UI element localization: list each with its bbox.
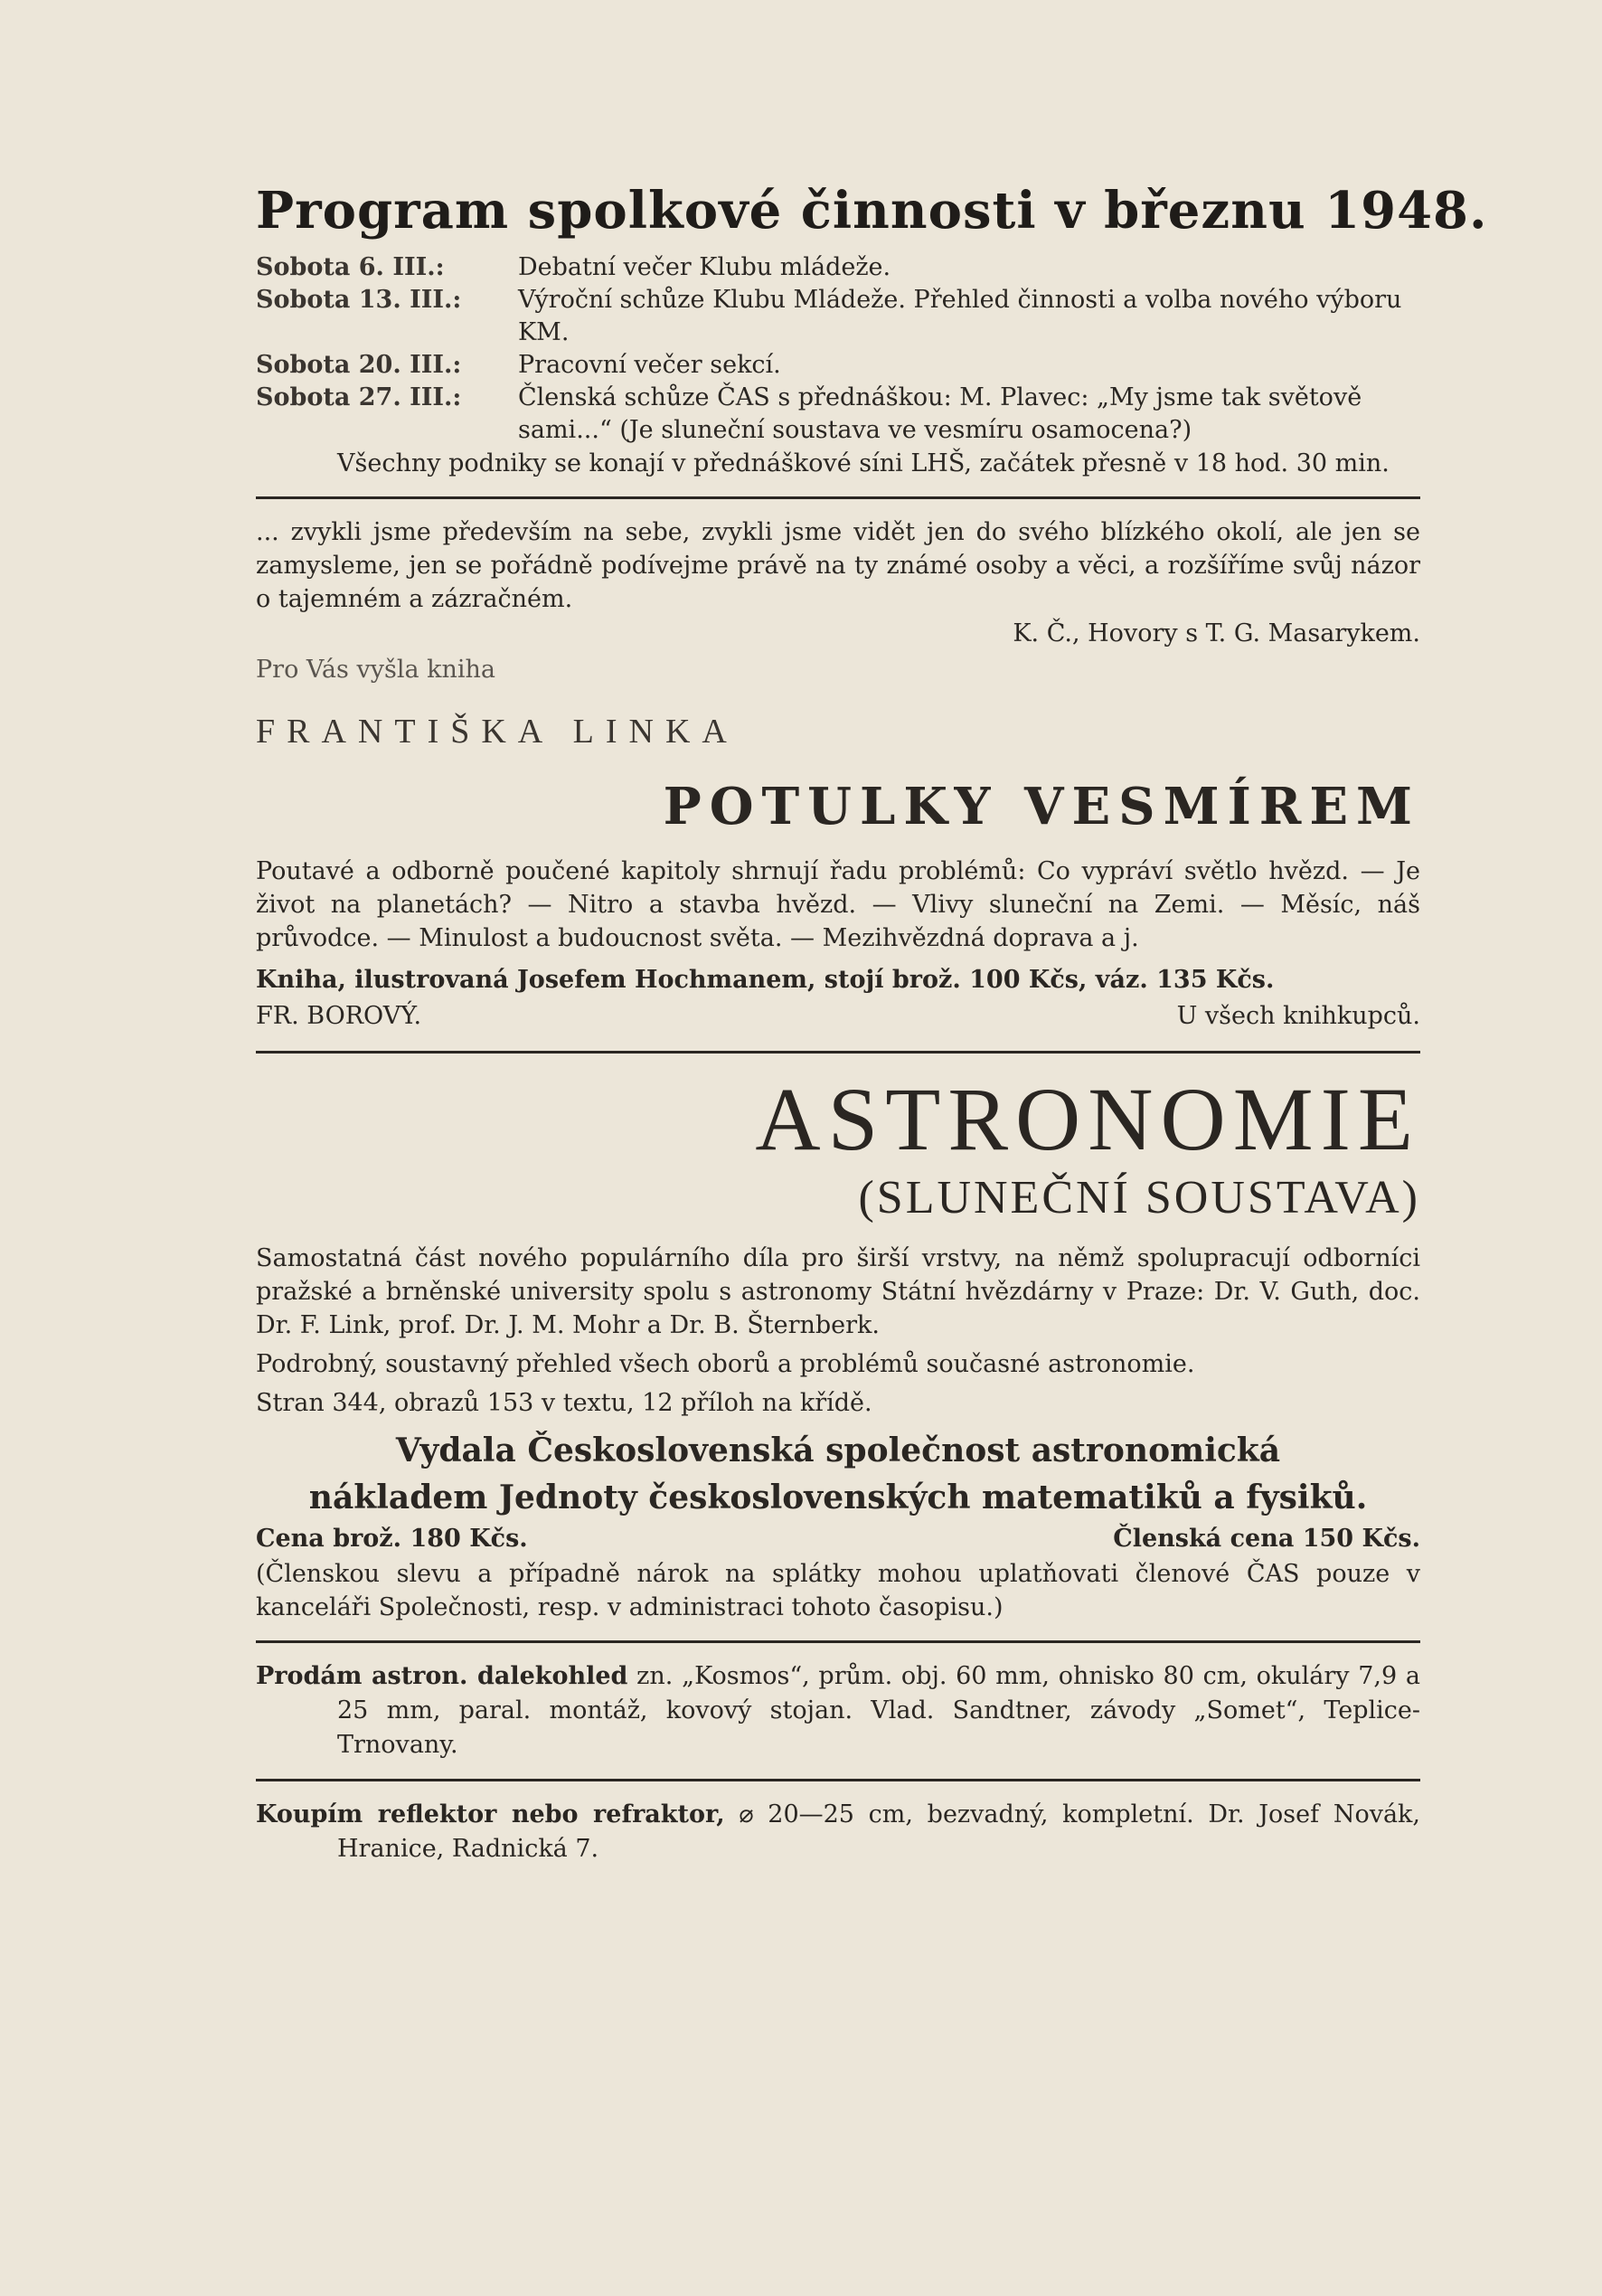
astronomy-pages: Stran 344, obrazů 153 v textu, 12 příloh na křídě. (256, 1389, 872, 1417)
schedule-text: Pracovní večer sekcí. (518, 351, 781, 379)
book-description: Poutavé a odborně poučené kapitoly shrnují řadu problémů: Co vypráví světlo hvězd. — Je život na planetách? — Nitro a stavba hvězd. — Vlivy sluneční na Zemi. — Měsíc, náš průvodce. — Minulost a budoucnost světa. — Mezihvězdná doprava a j. (256, 857, 1420, 952)
ad-lead: Prodám astron. dalekohled (256, 1662, 628, 1690)
ad-text: ⌀ 20—25 cm, bezvadný, kompletní. Dr. Josef Novák, Hranice, Radnická 7. (337, 1800, 1420, 1863)
program-title: Program spolkové činnosti v březnu 1948. (256, 181, 1488, 241)
schedule-item (256, 382, 1420, 447)
program-schedule (256, 251, 1420, 447)
schedule-text: Členská schůze ČAS s přednáškou: M. Plavec: „My jsme tak světově sami...“ (Je sluneční soustava ve vesmíru osamocena?) (518, 383, 1362, 444)
astronomy-note: (Členskou slevu a případně nárok na splátky mohou uplatňovati členové ČAS pouze v kanceláři Společnosti, resp. v administraci tohoto časopisu.) (256, 1560, 1420, 1621)
astronomy-prices (256, 1521, 1420, 1557)
schedule-date: Sobota 13. III.: (256, 286, 462, 314)
schedule-text: Výroční schůze Klubu Mládeže. Přehled činnosti a volba nového výboru KM. (518, 286, 1402, 346)
ad-reflector-wanted (256, 1798, 1420, 1866)
book-author: FRANTIŠKA LINKA (256, 713, 739, 751)
book-availability: U všech knihkupců. (1176, 1002, 1420, 1030)
schedule-item (256, 284, 1420, 349)
astronomy-overview: Podrobný, soustavný přehled všech oborů a problémů současné astronomie. (256, 1350, 1195, 1378)
book-price: Kniha, ilustrovaná Josefem Hochmanem, stojí brož. 100 Kčs, váz. 135 Kčs. (256, 966, 1275, 994)
schedule-date: Sobota 27. III.: (256, 383, 462, 411)
book-intro: Pro Vás vyšla kniha (256, 656, 496, 684)
divider (256, 1779, 1420, 1781)
schedule-text: Debatní večer Klubu mládeže. (518, 253, 891, 281)
program-note: Všechny podniky se konají v přednáškové síni LHŠ, začátek přesně v 18 hod. 30 min. (337, 449, 1390, 477)
schedule-item (256, 349, 1420, 382)
ad-lead: Koupím reflektor nebo refraktor, (256, 1800, 725, 1828)
book-title: POTULKY VESMÍREM (663, 777, 1420, 836)
astronomy-description: Samostatná část nového populárního díla pro širší vrstvy, na němž spolupracují odborníci pražské a brněnské university spolu s astronomy Státní hvězdárny v Praze: Dr. V. Guth, doc. Dr. F. Link, prof. Dr. J. M. Mohr a Dr. B. Šternberk. (256, 1244, 1420, 1339)
astronomy-price: Cena brož. 180 Kčs. (256, 1525, 528, 1553)
page (256, 181, 1488, 1866)
divider (256, 1640, 1420, 1643)
astronomy-publisher-line2: nákladem Jednoty československých matematiků a fysiků. (308, 1479, 1368, 1516)
schedule-date: Sobota 20. III.: (256, 351, 462, 379)
ad-text: zn. „Kosmos“, prům. obj. 60 mm, ohnisko 80 cm, okuláry 7,9 a 25 mm, paral. montáž, kovový stojan. Vlad. Sandtner, závody „Somet“, Teplice-Trnovany. (337, 1662, 1420, 1759)
quote-text: ... zvykli jsme především na sebe, zvykli jsme vidět jen do svého blízkého okolí, ale jen se zamysleme, jen se pořádně podívejme právě na ty známé osoby a věci, a rozšíříme svůj názor o tajemném a zázračném. (256, 518, 1420, 613)
ad-telescope-sale (256, 1659, 1420, 1762)
quote-source: K. Č., Hovory s T. G. Masarykem. (1013, 619, 1420, 647)
astronomy-publisher-line1: Vydala Československá společnost astronomická (395, 1431, 1281, 1469)
book-footer (256, 998, 1420, 1035)
schedule-date: Sobota 6. III.: (256, 253, 445, 281)
schedule-item (256, 251, 1420, 284)
divider (256, 1051, 1420, 1054)
astronomy-subtitle: (SLUNEČNÍ SOUSTAVA) (858, 1172, 1420, 1224)
book-publisher: FR. BOROVÝ. (256, 1002, 422, 1030)
astronomy-title: ASTRONOMIE (755, 1069, 1420, 1169)
astronomy-member-price: Členská cena 150 Kčs. (1113, 1525, 1420, 1553)
divider (256, 496, 1420, 499)
